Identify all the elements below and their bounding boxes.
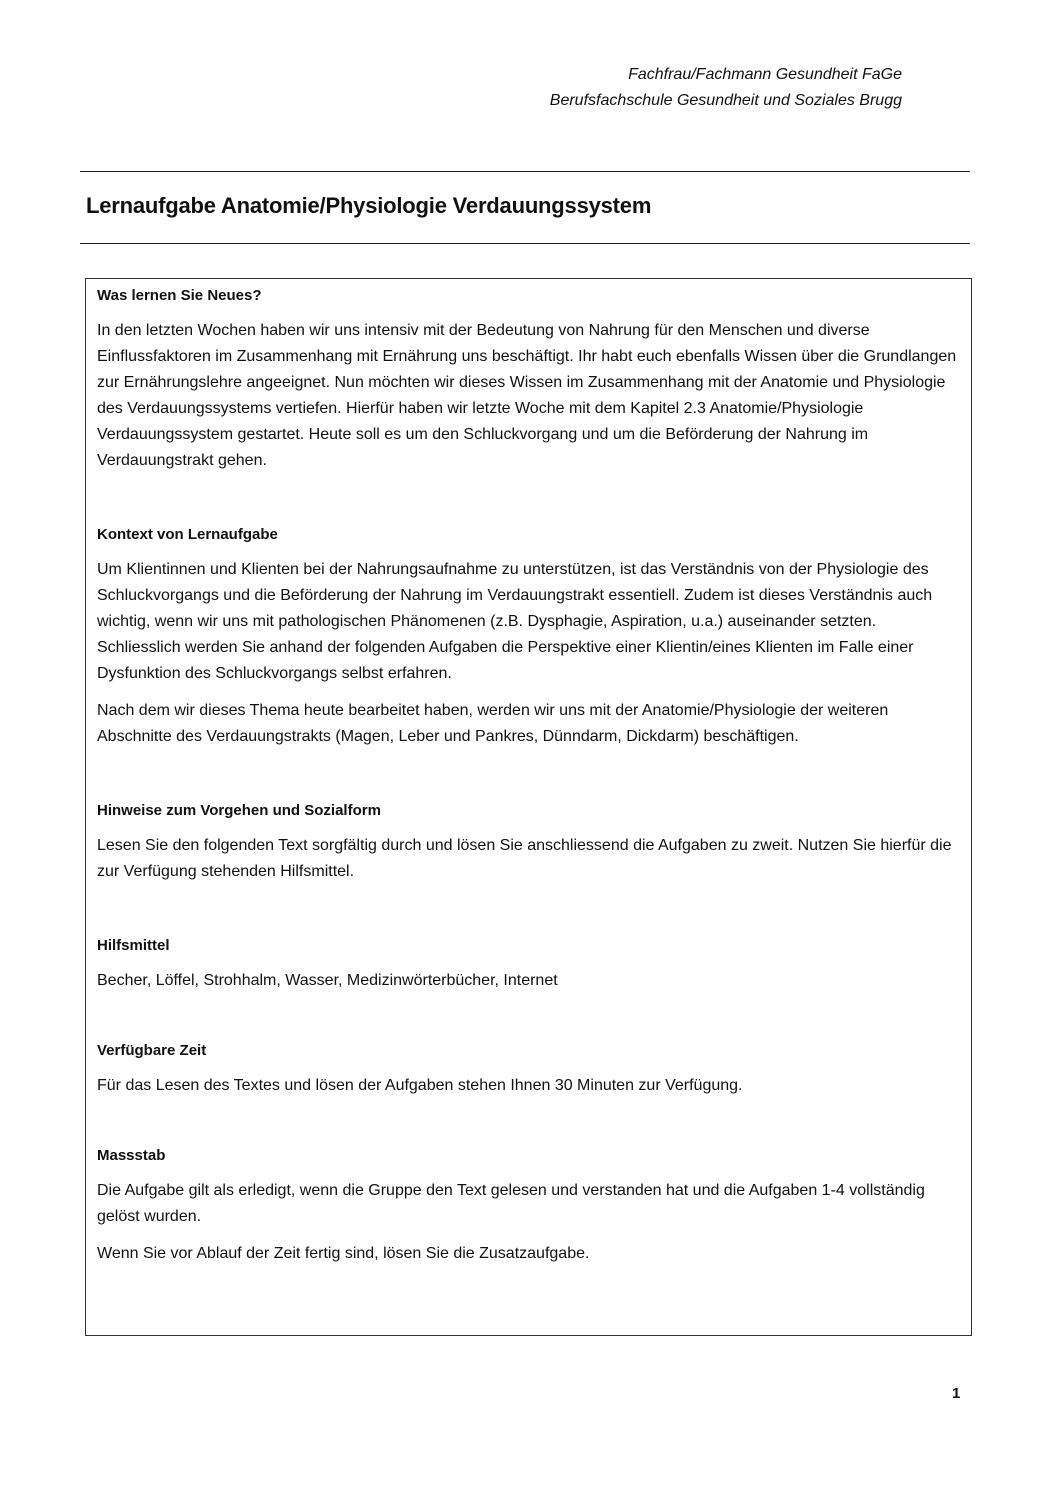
section-massstab (97, 1145, 957, 1267)
section-paragraph: Becher, Löffel, Strohhalm, Wasser, Medizinwörterbücher, Internet (97, 972, 558, 989)
section-paragraph: Für das Lesen des Textes und lösen der Aufgaben stehen Ihnen 30 Minuten zur Verfügung. (97, 1077, 743, 1094)
section-heading: Was lernen Sie Neues? (97, 287, 262, 304)
task-description-box (85, 278, 972, 1336)
title-rule-top (80, 171, 970, 172)
section-kontext (97, 524, 957, 750)
header-line-school: Berufsfachschule Gesundheit und Soziales Brugg (549, 92, 902, 109)
section-was-lernen-sie-neues (97, 285, 957, 474)
section-heading: Hinweise zum Vorgehen und Sozialform (97, 802, 381, 819)
section-paragraph: Nach dem wir dieses Thema heute bearbeitet haben, werden wir uns mit der Anatomie/Physiologie der weiteren Abschnitte des Verdauungstrakts (Magen, Leber und Pankres, Dünndarm, Dickdarm) beschäftigen. (97, 702, 889, 745)
section-paragraph: Lesen Sie den folgenden Text sorgfältig durch und lösen Sie anschliessend die Aufgaben zu zweit. Nutzen Sie hierfür die zur Verfügung stehenden Hilfsmittel. (97, 837, 952, 880)
document-title: Lernaufgabe Anatomie/Physiologie Verdauungssystem (86, 193, 652, 218)
section-heading: Hilfsmittel (97, 937, 170, 954)
section-paragraph: Die Aufgabe gilt als erledigt, wenn die Gruppe den Text gelesen und verstanden hat und die Aufgaben 1-4 vollständig gelöst wurden. (97, 1182, 925, 1225)
document-header (550, 62, 902, 114)
section-heading: Massstab (97, 1147, 166, 1164)
section-paragraph: In den letzten Wochen haben wir uns intensiv mit der Bedeutung von Nahrung für den Menschen und diverse Einflussfaktoren im Zusammenhang mit Ernährung uns beschäftigt. Ihr habt euch ebenfalls Wissen über die Grundlangen zur Ernährungslehre angeeignet. Nun möchten wir dieses Wissen im Zusammenhang mit der Anatomie und Physiologie des Verdauungssystems vertiefen. Hierfür haben wir letzte Woche mit dem Kapitel 2.3 Anatomie/Physiologie Verdauungssystem gestartet. Heute soll es um den Schluckvorgang und um die Beförderung der Nahrung im Verdauungstrakt gehen. (97, 322, 957, 469)
section-heading: Kontext von Lernaufgabe (97, 526, 278, 543)
section-paragraph: Wenn Sie vor Ablauf der Zeit fertig sind, lösen Sie die Zusatzaufgabe. (97, 1245, 590, 1262)
section-hilfsmittel (97, 935, 957, 994)
page-number: 1 (952, 1385, 961, 1402)
header-line-course: Fachfrau/Fachmann Gesundheit FaGe (628, 66, 902, 83)
section-hinweise (97, 800, 957, 885)
title-rule-bottom (80, 243, 970, 244)
section-heading: Verfügbare Zeit (97, 1042, 207, 1059)
section-verfuegbare-zeit (97, 1040, 957, 1099)
section-paragraph: Um Klientinnen und Klienten bei der Nahrungsaufnahme zu unterstützen, ist das Verständnis von der Physiologie des Schluckvorgangs und die Beförderung der Nahrung im Verdauungstrakt essentiell. Zudem ist dieses Verständnis auch wichtig, wenn wir uns mit pathologischen Phänomenen (z.B. Dysphagie, Aspiration, u.a.) auseinander setzten. Schliesslich werden Sie anhand der folgenden Aufgaben die Perspektive einer Klientin/eines Klienten im Falle einer Dysfunktion des Schluckvorgangs selbst erfahren. (97, 561, 933, 682)
